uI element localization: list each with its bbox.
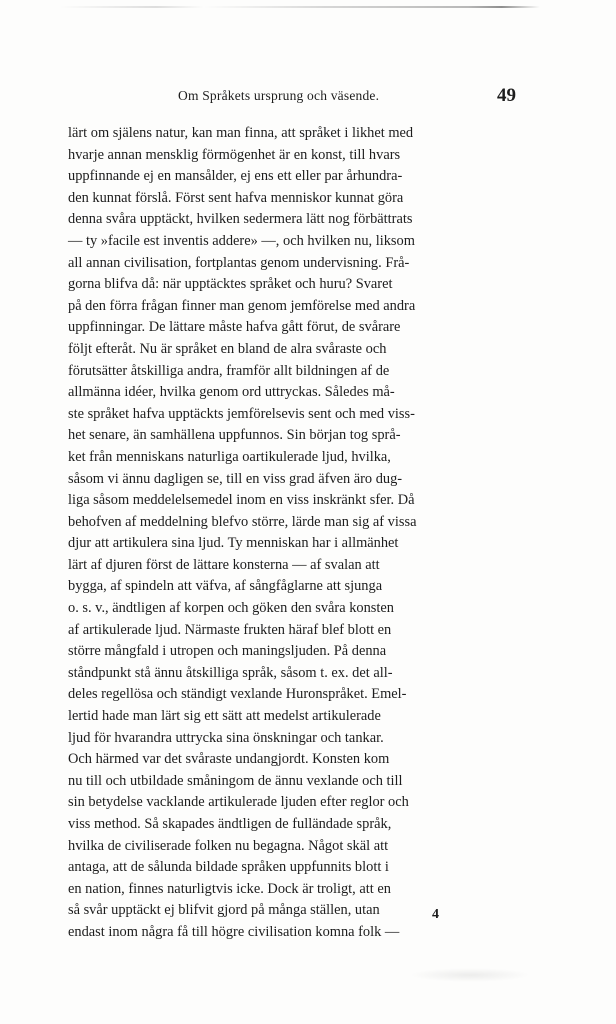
text-line: sin betydelse vacklande artikulerade ljuden efter reglor och <box>68 794 409 811</box>
scan-edge-artifact <box>60 6 540 8</box>
text-line: större mångfald i utropen och maningsljuden. På denna <box>68 643 387 660</box>
text-line: endast inom några få till högre civilisation komna folk — <box>68 923 400 940</box>
text-line: ståndpunkt stå ännu åtskilliga språk, såsom t. ex. det all- <box>68 664 393 681</box>
text-line: viss method. Så skapades ändtligen de fulländade språk, <box>68 816 392 832</box>
text-line: gorna blifva då: när upptäcktes språket och huru? Svaret <box>68 276 393 293</box>
text-line: ste språket hafva upptäckts jemförelsevis sent och med viss- <box>68 405 415 422</box>
text-line: nu till och utbildade småningom de ännu vexlande och till <box>68 772 403 789</box>
text-line: bygga, af spindeln att väfva, af sångfåglarne att sjunga <box>68 578 383 595</box>
page-number: 49 <box>497 85 516 106</box>
text-line: antaga, att de sålunda bildade språken uppfunnits blott i <box>68 859 389 876</box>
scan-smudge <box>410 968 530 982</box>
text-line: uppfinningar. De lättare måste hafva gått förut, de svårare <box>68 319 401 336</box>
text-line: ljud för hvarandra uttrycka sina önskningar och tankar. <box>68 729 384 746</box>
text-line: deles regellösa och ständigt vexlande Huronspråket. Emel- <box>68 686 407 703</box>
text-line: all annan civilisation, fortplantas genom undervisning. Frå- <box>68 254 410 271</box>
text-line: — ty »facile est inventis addere» —, och hvilken nu, liksom <box>68 232 415 249</box>
text-line: o. s. v., ändtligen af korpen och göken den svåra konsten <box>68 600 394 617</box>
text-line: allmänna idéer, hvilka genom ord uttryckas. Således må- <box>68 384 395 401</box>
text-line: lärt om själens natur, kan man finna, att språket i likhet med <box>68 125 414 141</box>
text-line: den kunnat förslå. Först sent hafva menniskor kunnat göra <box>68 189 404 206</box>
text-line: ket från menniskans naturliga oartikulerade ljud, hvilka, <box>68 448 391 465</box>
text-line: het senare, än samhällena uppfunnos. Sin början tog språ- <box>68 427 401 444</box>
text-line: liga såsom meddelelsemedel inom en viss inskränkt sfer. Då <box>68 492 415 509</box>
running-header <box>150 85 516 112</box>
text-line: följt efteråt. Nu är språket en bland de alra svåraste och <box>68 340 387 357</box>
text-line: en nation, finnes naturligtvis icke. Dock är troligt, att en <box>68 880 391 897</box>
text-line: hvilka de civiliserade folken nu begagna. Något skäl att <box>68 837 389 854</box>
text-line: hvarje annan mensklig förmögenhet är en konst, till hvars <box>68 146 401 163</box>
text-line: på den förra frågan finner man genom jemförelse med andra <box>68 297 416 314</box>
body-text <box>68 123 513 944</box>
text-line: uppfinnande ej en mansålder, ej ens ett eller par århundra- <box>68 168 403 185</box>
text-line: djur att artikulera sina ljud. Ty menniskan har i allmänhet <box>68 535 399 552</box>
text-line: lärt af djuren först de lättare konsterna — af svalan att <box>68 556 380 573</box>
printer-signature-mark: 4 <box>432 907 439 922</box>
text-line: lertid hade man lärt sig ett sätt att medelst artikulerade <box>68 708 381 725</box>
text-line: såsom vi ännu dagligen se, till en viss grad äfven äro dug- <box>68 470 403 487</box>
text-line: behofven af meddelning blefvo större, lärde man sig af vissa <box>68 513 417 530</box>
text-line: förutsätter åtskilliga andra, framför allt bildningen af de <box>68 362 390 379</box>
text-line: så svår upptäckt ej blifvit gjord på många ställen, utan <box>68 902 380 919</box>
text-line: denna svåra upptäckt, hvilken sedermera lätt nog förbättrats <box>68 211 413 228</box>
text-line: af artikulerade ljud. Närmaste frukten häraf blef blott en <box>68 621 392 638</box>
text-line: Och härmed var det svåraste undangjordt. Konsten kom <box>68 751 390 768</box>
header-title: Om Språkets ursprung och väsende. <box>178 88 380 103</box>
